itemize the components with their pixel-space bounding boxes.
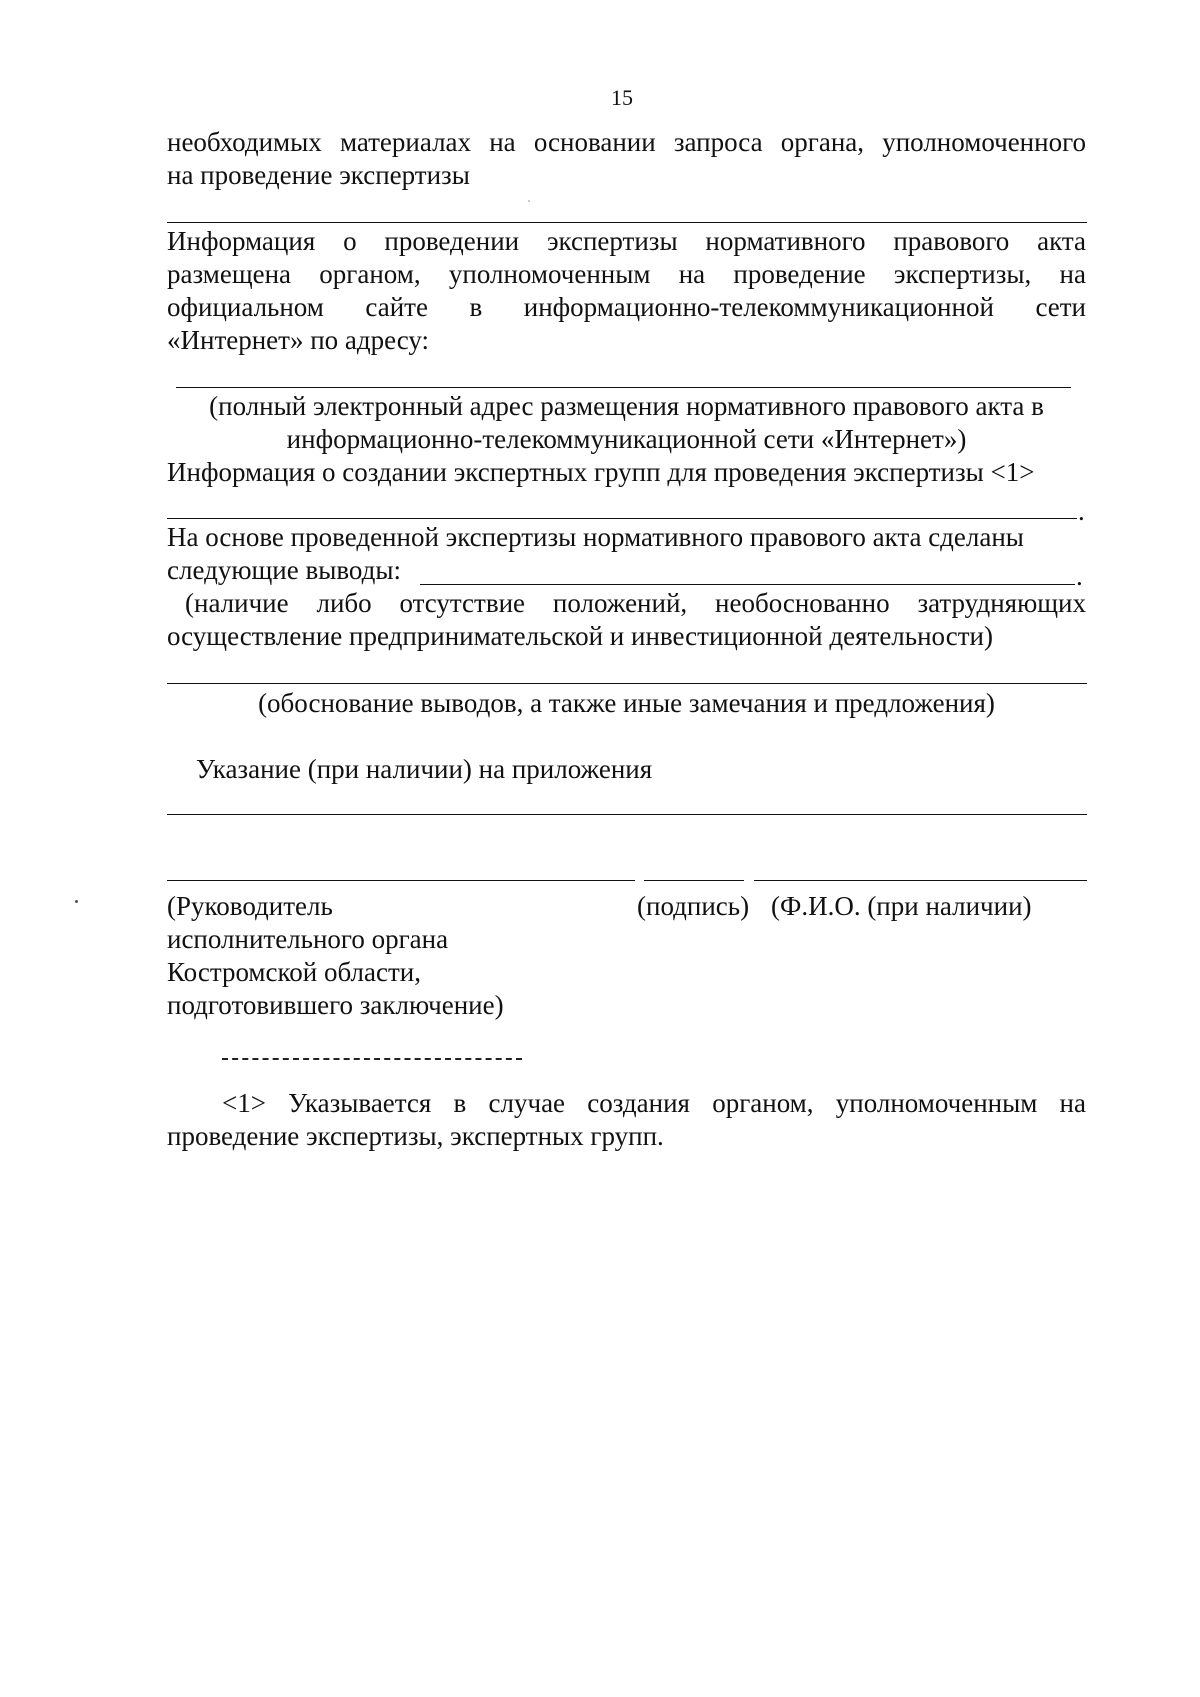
info-paragraph-line-2: размещена органом, уполномоченным на проведение экспертизы, на (167, 259, 1086, 289)
footnote-line-2: проведение экспертизы, экспертных групп. (167, 1121, 664, 1151)
head-title-line-2: исполнительного органа (167, 924, 449, 954)
conclusions-period: . (1076, 561, 1083, 591)
signature-caption: (подпись) (637, 891, 750, 921)
info-paragraph-line-1: Информация о проведении экспертизы нормативного правового акта (167, 226, 1086, 256)
head-signature-line (167, 880, 635, 881)
head-title-line-4: подготовившего заключение) (167, 990, 504, 1020)
head-title-line-1: (Руководитель (167, 891, 333, 921)
name-line (754, 880, 1087, 881)
info-paragraph-line-3: официальном сайте в информационно-телекоммуникационной сети (167, 292, 1086, 322)
separator-line (167, 222, 1087, 223)
expert-groups-fill-line (167, 518, 1077, 519)
scan-speck (528, 200, 530, 202)
address-caption-line-2: информационно-телекоммуникационной сети «Интернет») (286, 424, 967, 454)
address-caption-line-1: (полный электронный адрес размещения нормативного правового акта в (209, 391, 1044, 421)
justification-caption: (обоснование выводов, а также иные замечания и предложения) (258, 688, 995, 718)
conclusions-caption-line-1: (наличие либо отсутствие положений, необоснованно затрудняющих (185, 588, 1086, 618)
footnote-separator (222, 1058, 522, 1060)
intro-line-2: на проведение экспертизы (167, 160, 470, 190)
address-fill-line (176, 387, 1071, 388)
conclusions-label: следующие выводы: (167, 555, 402, 585)
signature-line (644, 880, 744, 881)
page-number: 15 (611, 85, 633, 110)
expert-groups-line: Информация о создании экспертных групп для проведения экспертизы <1> (167, 457, 1035, 487)
attachments-fill-line (167, 814, 1087, 815)
scan-speck (75, 900, 78, 903)
footnote-line-1: <1> Указывается в случае создания органом, уполномоченным на (222, 1088, 1086, 1118)
attachments-label: Указание (при наличии) на приложения (196, 754, 653, 784)
name-caption: (Ф.И.О. (при наличии) (771, 891, 1032, 921)
conclusions-fill-line (420, 584, 1075, 585)
justification-fill-line (167, 683, 1087, 684)
intro-line-1: необходимых материалах на основании запроса органа, уполномоченного (167, 127, 1086, 157)
expert-groups-period: . (1078, 496, 1085, 526)
head-title-line-3: Костромской области, (167, 957, 421, 987)
conclusions-line: На основе проведенной экспертизы нормативного правового акта сделаны (167, 522, 1024, 552)
conclusions-caption-line-2: осуществление предпринимательской и инвестиционной деятельности) (167, 621, 993, 651)
info-paragraph-line-4: «Интернет» по адресу: (167, 325, 430, 355)
